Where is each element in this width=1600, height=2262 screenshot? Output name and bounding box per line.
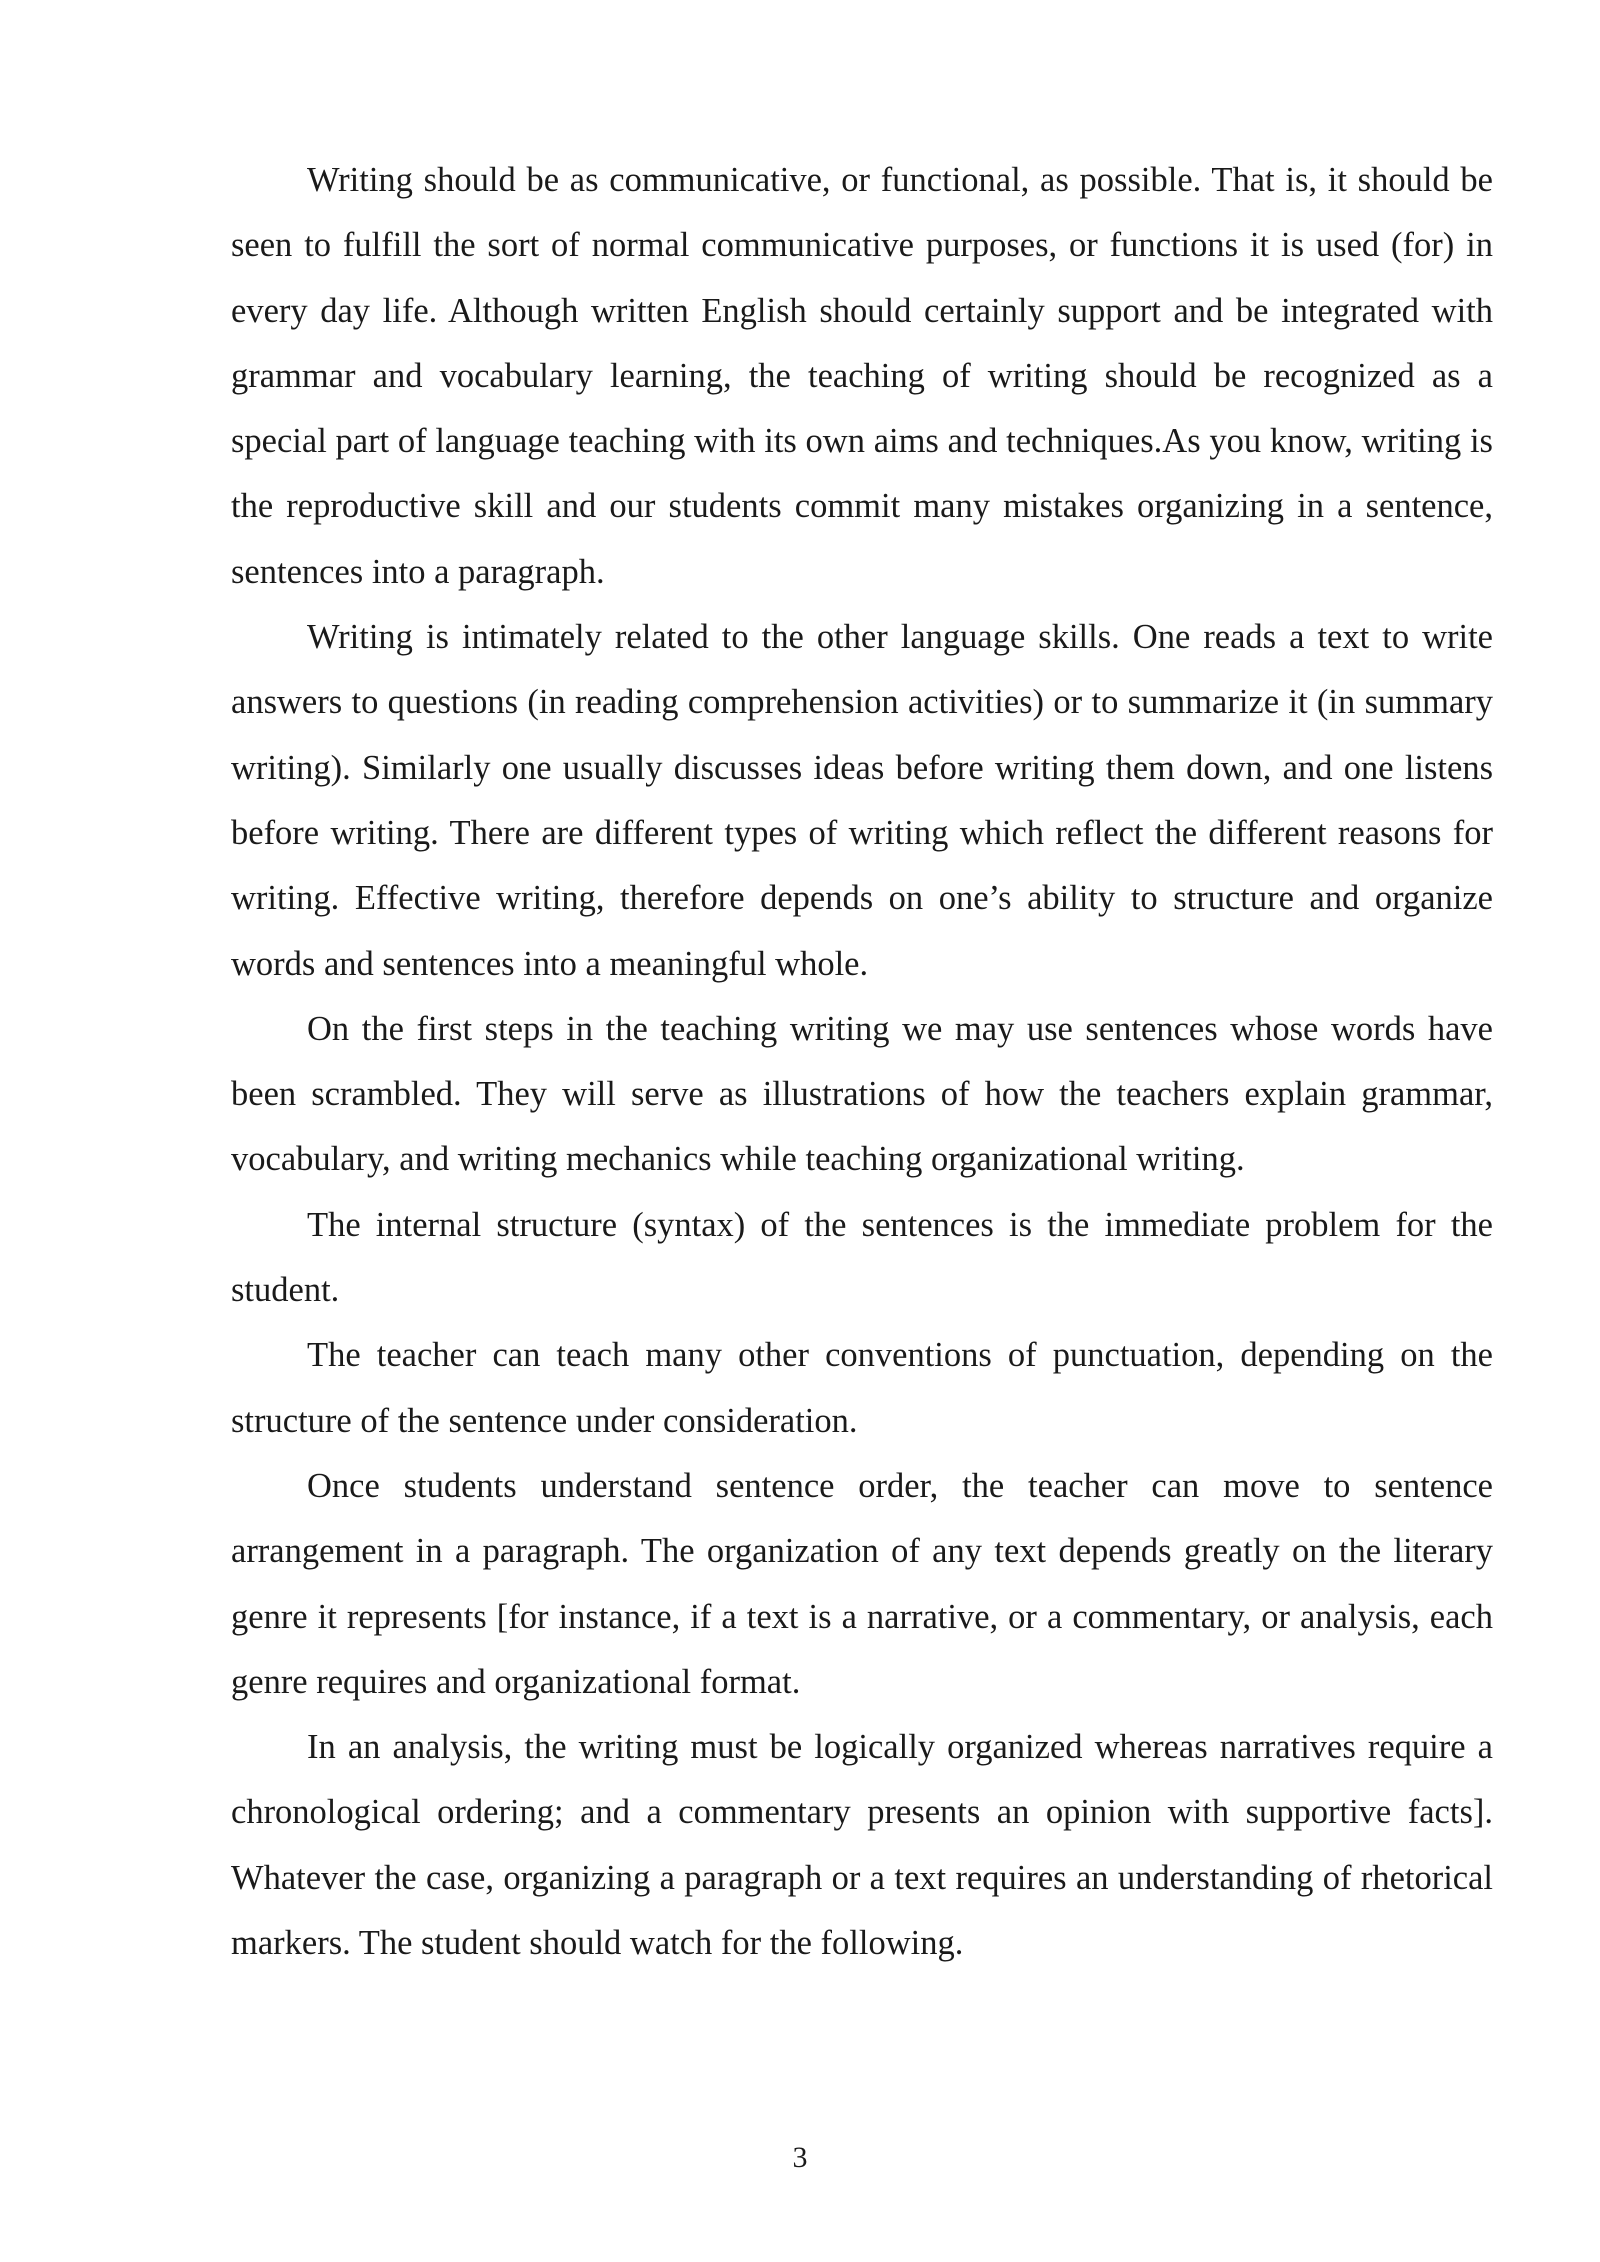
paragraph-1: Writing should be as communicative, or functional, as possible. That is, it should be seen to fulfill the sort of normal communicative purposes, or functions it is used (for) in every day life. Although written English should certainly support and be integrated with grammar and vocabulary learning, the teaching of writing should be recognized as a special part of language teaching with its own aims and techniques.As you know, writing is the reproductive skill and our students commit many mistakes organizing in a sentence, sentences into a paragraph. [231, 161, 1493, 591]
body-text [231, 148, 1493, 1976]
paragraph-5: The teacher can teach many other conventions of punctuation, depending on the structure of the sentence under consideration. [231, 1336, 1493, 1440]
page-number: 3 [792, 2141, 808, 2174]
paragraph-2: Writing is intimately related to the other language skills. One reads a text to write answers to questions (in reading comprehension activities) or to summarize it (in summary writing). Similarly one usually discusses ideas before writing them down, and one listens before writing. There are different types of writing which reflect the different reasons for writing. Effective writing, therefore depends on one’s ability to structure and organize words and sentences into a meaningful whole. [231, 618, 1493, 983]
paragraph-3: On the first steps in the teaching writing we may use sentences whose words have been scrambled. They will serve as illustrations of how the teachers explain grammar, vocabulary, and writing mechanics while teaching organizational writing. [231, 1009, 1493, 1179]
paragraph-6: Once students understand sentence order, the teacher can move to sentence arrangement in a paragraph. The organization of any text depends greatly on the literary genre it represents [for instance, if a text is a narrative, or a commentary, or analysis, each genre requires and organizational format. [231, 1466, 1493, 1701]
paragraph-7: In an analysis, the writing must be logically organized whereas narratives require a chronological ordering; and a commentary presents an opinion with supportive facts]. Whatever the case, organizing a paragraph or a text requires an understanding of rhetorical markers. The student should watch for the following. [231, 1728, 1493, 1963]
paragraph-4: The internal structure (syntax) of the sentences is the immediate problem for the student. [231, 1205, 1493, 1310]
